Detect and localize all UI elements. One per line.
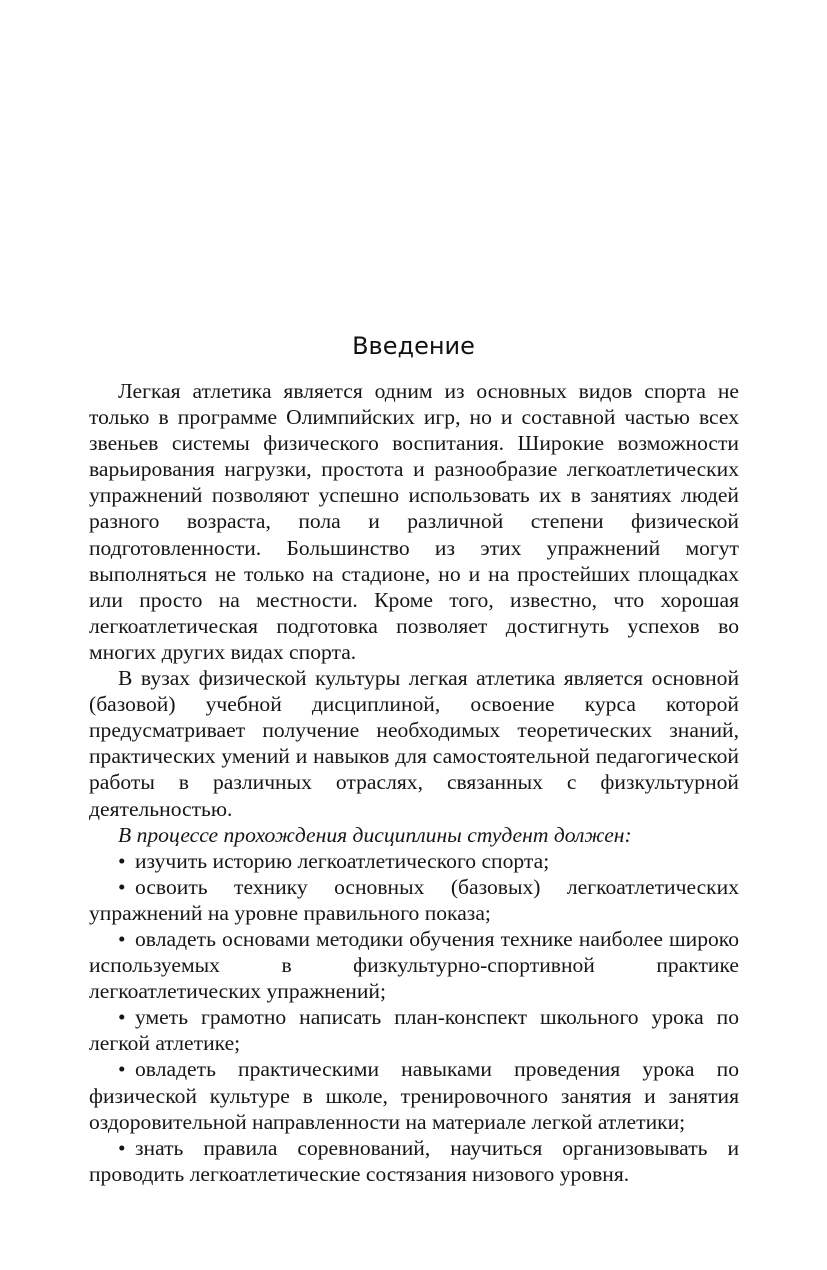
bullet-icon: •	[118, 874, 126, 899]
bullet-icon: •	[118, 848, 126, 873]
list-item-text: овладеть практическими навыками проведения урока по физической культуре в школе, тренировочного занятия и занятия оздоровительной направленности на материале легкой атлетики;	[89, 1057, 739, 1134]
bullet-icon: •	[118, 1135, 126, 1160]
list-item	[89, 848, 739, 874]
list-item	[89, 926, 739, 1004]
intro-paragraph: Легкая атлетика является одним из основных видов спорта не только в программе Олимпийских игр, но и составной частью всех звеньев системы физического воспитания. Широкие возможности варьирования нагрузки, простота и разнообразие легкоатлетических упражнений позволяют успешно использовать их в занятиях людей разного возраста, пола и различной степени физической подготовленности. Большинство из этих упражнений могут выполняться не только на стадионе, но и на простейших площадках или просто на местности. Кроме того, известно, что хорошая легкоатлетическая подготовка позволяет достигнуть успехов во многих других видах спорта.	[89, 379, 739, 664]
list-item	[89, 1135, 739, 1187]
bullet-icon: •	[118, 926, 126, 951]
bullet-icon: •	[118, 1057, 126, 1082]
list-item-text: уметь грамотно написать план-конспект школьного урока по легкой атлетике;	[89, 1005, 739, 1056]
list-intro: В процессе прохождения дисциплины студент должен:	[118, 822, 632, 847]
list-item	[89, 874, 739, 926]
list-item-text: изучить историю легкоатлетического спорта;	[135, 848, 550, 873]
list-item-text: знать правила соревнований, научиться организовывать и проводить легкоатлетические состязания низового уровня.	[89, 1135, 739, 1186]
bullet-icon: •	[118, 1005, 126, 1030]
list-item-text: освоить технику основных (базовых) легкоатлетических упражнений на уровне правильного показа;	[89, 874, 739, 925]
curriculum-paragraph: В вузах физической культуры легкая атлетика является основной (базовой) учебной дисциплиной, освоение курса которой предусматривает получение необходимых теоретических знаний, практических умений и навыков для самостоятельной педагогической работы в различных отраслях, связанных с физкультурной деятельностью.	[89, 666, 739, 821]
list-item-text: овладеть основами методики обучения технике наиболее широко используемых в физкультурно-спортивной практике легкоатлетических упражнений;	[89, 926, 739, 1004]
page-title: Введение	[352, 332, 475, 360]
body-text	[89, 378, 739, 1187]
list-item	[89, 1004, 739, 1056]
list-item	[89, 1056, 739, 1134]
